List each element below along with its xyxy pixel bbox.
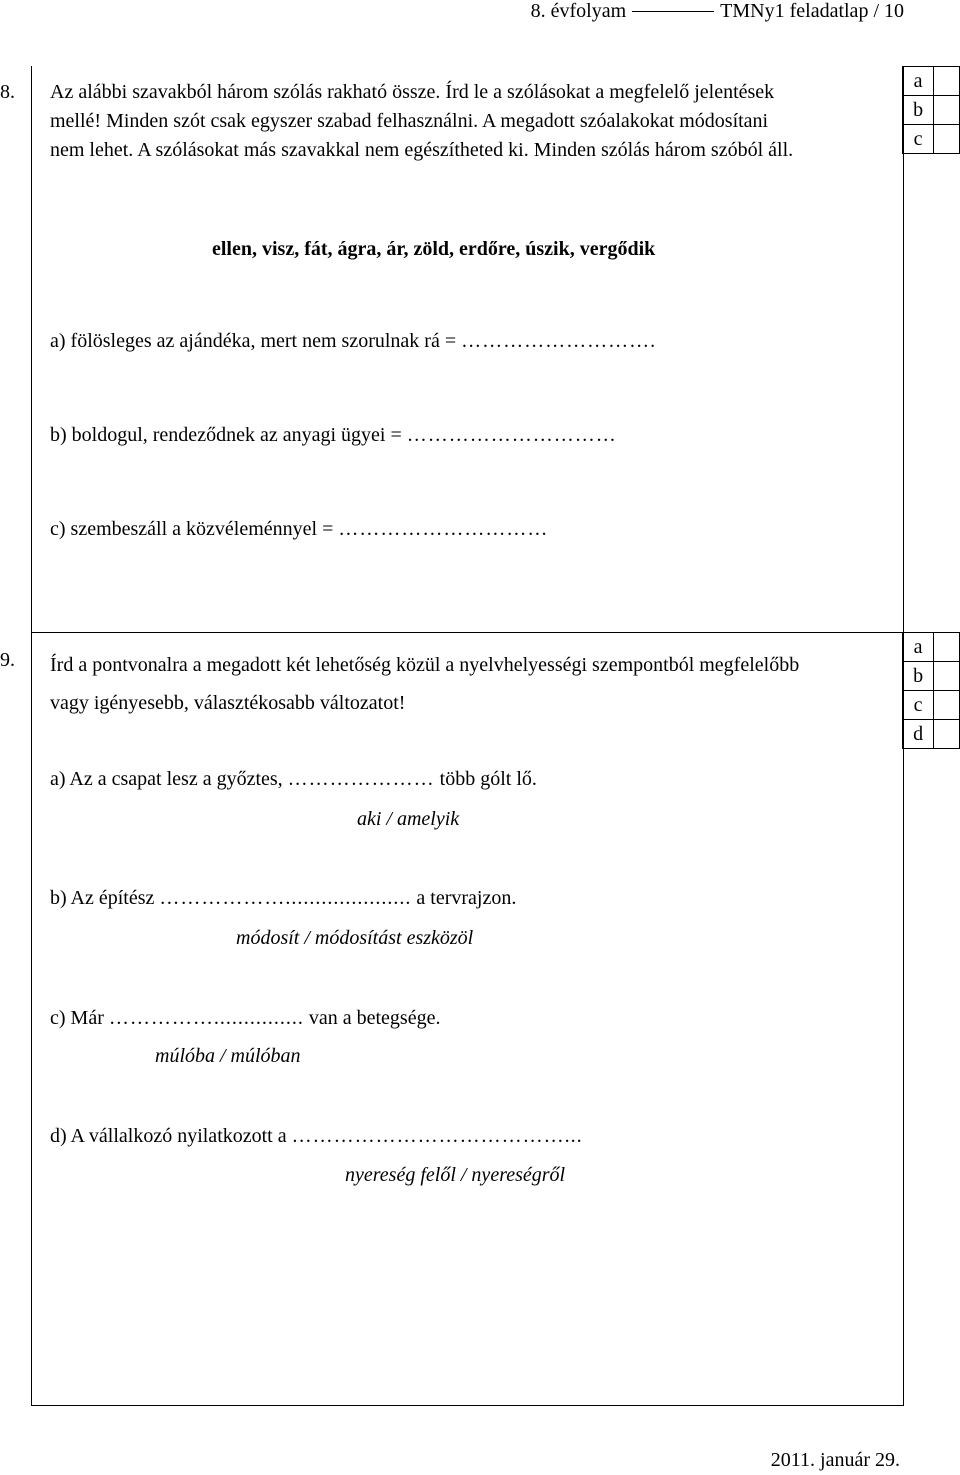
task8-item-a-text: a) fölösleges az ajándéka, mert nem szorulnak rá =: [50, 330, 462, 352]
score-label-a: a: [903, 633, 934, 662]
task9-item-d-options: nyereség felől / nyereségről: [345, 1164, 566, 1186]
task9-instruction: [50, 646, 890, 722]
score-label-c: c: [903, 691, 934, 720]
task9-item-a-answer[interactable]: …………………: [287, 768, 435, 790]
task9-item-d: [50, 1125, 582, 1148]
task9-item-a-prefix: a) Az a csapat lesz a győztes,: [50, 768, 288, 790]
score-box-a[interactable]: [934, 67, 960, 96]
score-box-c[interactable]: [934, 691, 960, 720]
task9-instruction-line: Írd a pontvonalra a megadott két lehetőség közül a nyelvhelyességi szempontból megfelelőbb: [50, 654, 800, 676]
footer-date: 2011. január 29.: [770, 1449, 900, 1471]
task8-instruction: [50, 78, 890, 165]
task9-item-c-answer[interactable]: ……………...............: [108, 1007, 304, 1029]
task8-item-a: [50, 330, 656, 353]
task8-score-table: [902, 66, 960, 154]
task9-item-b: [50, 887, 516, 910]
task9-item-d-prefix: d) A vállalkozó nyilatkozott a: [50, 1125, 292, 1147]
score-label-b: b: [903, 96, 934, 125]
header-grade: 8. évfolyam: [530, 0, 627, 22]
header-dash: [632, 11, 714, 12]
task9-item-b-suffix: a tervrajzon.: [411, 887, 517, 909]
task9-item-c-options: múlóba / múlóban: [155, 1045, 301, 1067]
task9-item-b-answer[interactable]: ……………….....................: [159, 887, 412, 909]
score-box-d[interactable]: [934, 720, 960, 749]
task9-item-c-prefix: c) Már: [50, 1007, 109, 1029]
score-label-d: d: [903, 720, 934, 749]
task8-item-b-answer[interactable]: …………………………: [406, 424, 617, 446]
task9-item-c: [50, 1007, 440, 1030]
task9-item-a: [50, 768, 537, 791]
task8-item-c-text: c) szembeszáll a közvéleménnyel =: [50, 518, 339, 540]
task9-number: 9.: [0, 649, 15, 671]
task8-instruction-line: Az alábbi szavakból három szólás rakható össze. Írd le a szólásokat a megfelelő jelentések: [50, 81, 775, 103]
task8-instruction-line: nem lehet. A szólásokat más szavakkal nem egészítheted ki. Minden szólás három szóból áll.: [50, 139, 794, 161]
score-label-c: c: [903, 125, 934, 154]
task9-item-d-suffix: .: [576, 1125, 582, 1147]
score-label-b: b: [903, 662, 934, 691]
task9-item-b-options: módosít / módosítást eszközöl: [236, 927, 474, 949]
task9-score-table: [902, 632, 960, 749]
task9-item-a-suffix: több gólt lő.: [434, 768, 537, 790]
task8-word-list: ellen, visz, fát, ágra, ár, zöld, erdőre, úszik, vergődik: [212, 238, 656, 260]
task8-item-a-answer[interactable]: ……………………….: [461, 330, 657, 352]
page-header: [531, 0, 904, 23]
score-box-b[interactable]: [934, 662, 960, 691]
task9-item-c-suffix: van a betegsége.: [303, 1007, 441, 1029]
task8-item-c: [50, 518, 548, 541]
task8-item-b-text: b) boldogul, rendeződnek az anyagi ügyei =: [50, 424, 407, 446]
task9-item-b-prefix: b) Az építész: [50, 887, 160, 909]
score-box-c[interactable]: [934, 125, 960, 154]
task8-instruction-line: mellé! Minden szót csak egyszer szabad felhasználni. A megadott szóalakokat módosítani: [50, 110, 769, 132]
task9-item-d-answer[interactable]: …………………………………..: [291, 1125, 577, 1147]
task9-item-a-options: aki / amelyik: [357, 808, 460, 830]
header-sheet: TMNy1 feladatlap / 10: [720, 0, 904, 22]
score-label-a: a: [903, 67, 934, 96]
task8-number: 8.: [0, 81, 15, 103]
score-box-a[interactable]: [934, 633, 960, 662]
score-box-b[interactable]: [934, 96, 960, 125]
task8-item-b: [50, 424, 617, 447]
task9-instruction-line: vagy igényesebb, választékosabb változatot!: [50, 692, 406, 714]
task8-item-c-answer[interactable]: …………………………: [338, 518, 549, 540]
